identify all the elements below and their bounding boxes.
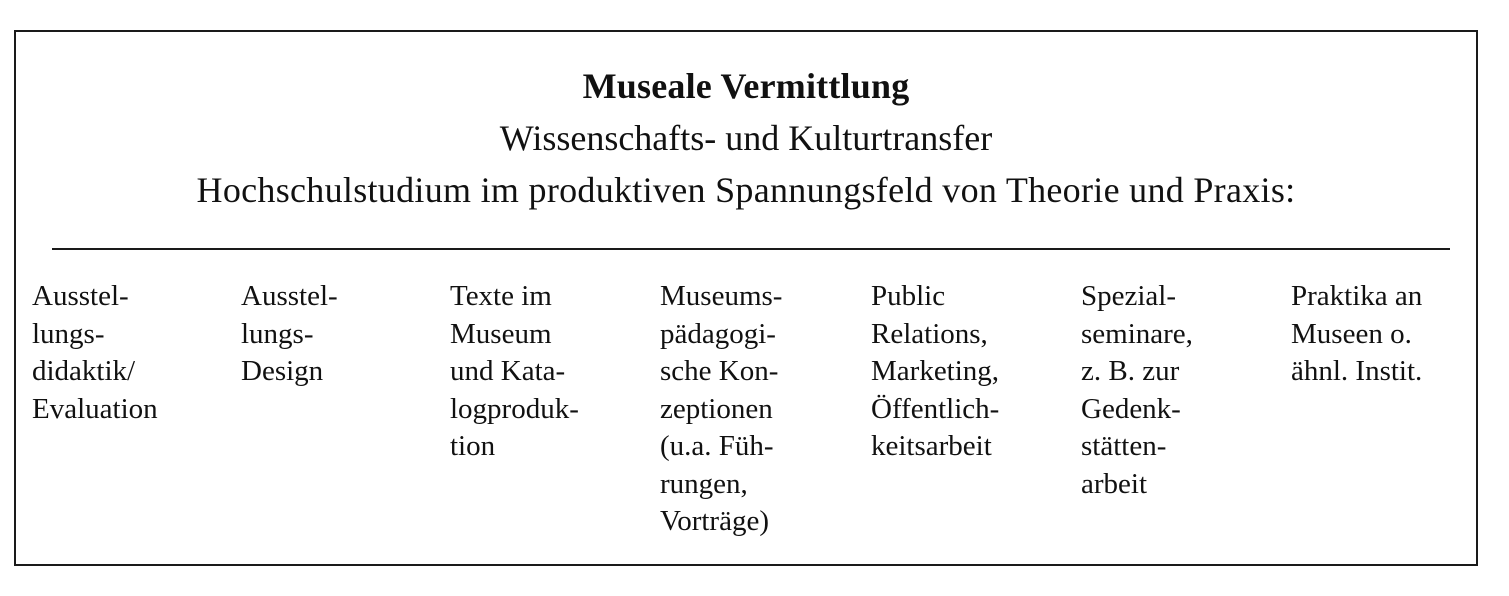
figure-subtitle: Wissenschafts- und Kulturtransfer [499,118,993,158]
column-museumspaedagogik: Museums- pädagogi- sche Kon- zeptionen (u.a. Füh- rungen, Vorträge) [660,280,783,537]
figure-title: Museale Vermittlung [582,66,910,106]
horizontal-divider [52,248,1450,250]
column-spezialseminare: Spezial- seminare, z. B. zur Gedenk- stätten- arbeit [1081,280,1193,500]
figure-tagline: Hochschulstudium im produktiven Spannungsfeld von Theorie und Praxis: [196,170,1296,210]
column-ausstellungsdidaktik: Ausstel- lungs- didaktik/ Evaluation [32,280,158,425]
column-ausstellungsdesign: Ausstel- lungs- Design [241,280,338,387]
column-texte-im-museum: Texte im Museum und Kata- logproduk- tion [450,280,579,462]
figure-frame [14,30,1478,566]
column-praktika: Praktika an Museen o. ähnl. Instit. [1291,280,1423,387]
column-public-relations: Public Relations, Marketing, Öffentlich- keitsarbeit [871,280,1000,462]
